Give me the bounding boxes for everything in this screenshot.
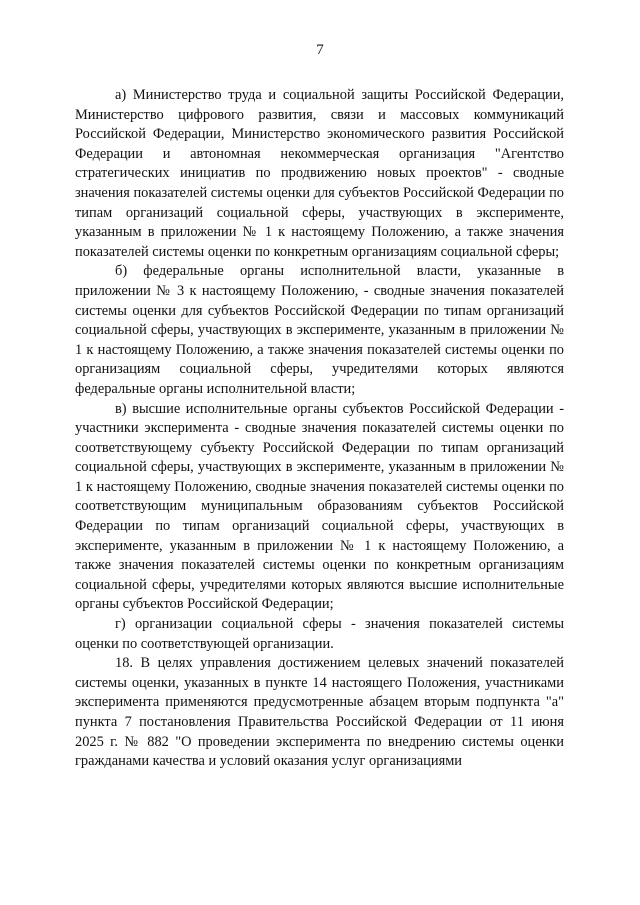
document-body [75,86,564,772]
paragraph-item-v: в) высшие исполнительные органы субъектов Российской Федерации - участники эксперимента - сводные значения показателей системы оценки по соответствующему субъекту Российской Федерации по типам организаций социальной сферы, участвующих в эксперименте, указанным в приложении № 1 к настоящему Положению, сводные значения показателей системы оценки по соответствующим муниципальным образованиям субъектов Российской Федерации по типам организаций социальной сферы, участвующих в эксперименте, указанным в приложении № 1 к настоящему Положению, а также значения показателей системы оценки по конкретным организациям социальной сферы, учредителями которых являются высшие исполнительные органы субъектов Российской Федерации; [75,400,564,613]
paragraph-item-a: а) Министерство труда и социальной защиты Российской Федерации, Министерство цифрового развития, связи и массовых коммуникаций Российской Федерации, Министерство экономического развития Российской Федерации и автономная некоммерческая организация "Агентство стратегических инициатив по продвижению новых проектов" - сводные значения показателей системы оценки для субъектов Российской Федерации по типам организаций социальной сферы, участвующих в эксперименте, указанным в приложении № 1 к настоящему Положению, а также значения показателей системы оценки по конкретным организациям социальной сферы; [75,87,564,260]
paragraph-item-b: б) федеральные органы исполнительной власти, указанные в приложении № 3 к настоящему Положению, - сводные значения показателей системы оценки для субъектов Российской Федерации по типам организаций социальной сферы, участвующих в эксперименте, указанным в приложении № 1 к настоящему Положению, а также значения показателей системы оценки по организациям социальной сферы, учредителями которых являются федеральные органы исполнительной власти; [75,263,564,397]
paragraph-item-g: г) организации социальной сферы - значения показателей системы оценки по соответствующей организации. [75,616,564,652]
page-number: 7 [316,42,324,58]
paragraph-section-18: 18. В целях управления достижением целевых значений показателей системы оценки, указанных в пункте 14 настоящего Положения, участниками эксперимента применяются предусмотренные абзацем вторым подпункта "а" пункта 7 постановления Правительства Российской Федерации от 11 июня 2025 г. № 882 "О проведении эксперимента по внедрению системы оценки гражданами качества и условий оказания услуг организациями [75,655,564,770]
